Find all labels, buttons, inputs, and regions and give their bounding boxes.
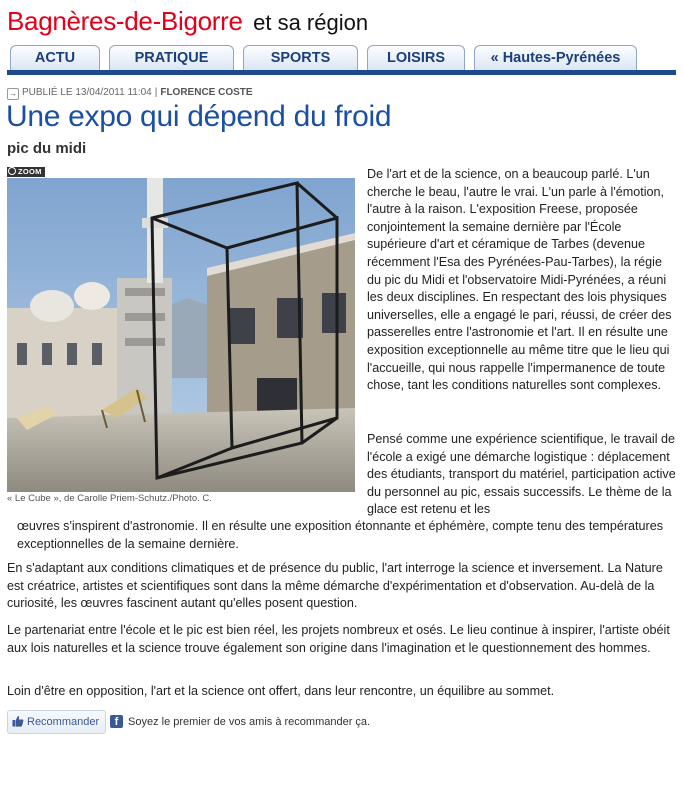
magnifier-icon: [8, 167, 16, 175]
masthead: [7, 6, 368, 40]
facebook-icon: f: [110, 715, 123, 728]
author-link[interactable]: FLORENCE COSTE: [160, 87, 253, 98]
main-nav: [7, 45, 676, 72]
tab-actu[interactable]: ACTU: [10, 45, 100, 70]
article-paragraph-5: Loin d'être en opposition, l'art et la science ont offert, dans leur rencontre, un équilibre au sommet.: [7, 684, 555, 698]
thumbs-up-icon: [12, 715, 24, 727]
recommend-button[interactable]: [7, 710, 106, 734]
article-meta: [7, 87, 253, 99]
tab-pratique[interactable]: PRATIQUE: [109, 45, 234, 70]
site-logo-city[interactable]: Bagnères-de-Bigorre: [7, 6, 243, 36]
nav-underline: [7, 70, 676, 75]
article-paragraph-2-continued: œuvres s'inspirent d'astronomie. Il en résulte une exposition étonnante et éphémère, compte tenu des températures exceptionnelles de la semaine dernière.: [17, 519, 664, 551]
article-title: Une expo qui dépend du froid: [6, 100, 392, 133]
facebook-social-text: Soyez le premier de vos amis à recommander ça.: [128, 716, 371, 728]
article-paragraph-4: Le partenariat entre l'école et le pic est bien réel, les projets nombreux et osés. Le lieu continue à inspirer, l'artiste obéit aux lois naturelles et la science trouve également son origine dans l'imagination et le questionnement des hommes.: [7, 623, 670, 655]
site-logo-region: et sa région: [253, 10, 369, 35]
publish-date: PUBLIÉ LE 13/04/2011 11:04: [22, 87, 152, 98]
article-paragraph-1: De l'art et de la science, on a beaucoup parlé. L'un cherche le beau, l'autre le vrai. L'un parle à l'émotion, l'autre à la raison. L'exposition Freese, proposée conjointement la semaine dernière par l'École supérieure d'art et céramique de Tarbes (devenue récemment l'Esa des Pyrénées-Pau-Tarbes), la régie du pic du Midi et l'observatoire Midi-Pyrénées, a réuni les deux disciplines. En respectant des lois physiques universelles, elle a engagé le pari, réussi, de créer des passerelles entre l'astronomie et l'art. Il en résulte une exposition exceptionnelle au même titre que le lieu qui l'accueille, qui nous rappelle l'impermanence de toute chose, tant les conditions naturelles sont complexes.: [367, 167, 672, 393]
arrow-right-icon: →: [9, 89, 17, 98]
article-photo[interactable]: [7, 178, 355, 492]
article-paragraph-2: Pensé comme une expérience scientifique, le travail de l'école a exigé une démarche logistique : déplacement des étudiants, transport du matériel, participation active du personnel au pic, essais successifs. Le thème de la glace est retenu et les: [367, 432, 676, 517]
photo-illustration: [7, 178, 355, 492]
article-subtitle: pic du midi: [7, 140, 87, 157]
recommend-label: Recommander: [27, 716, 100, 728]
article-paragraph-3: En s'adaptant aux conditions climatiques et de présence du public, l'art interroge la science et inversement. La Nature est créatrice, artistes et scientifiques sont dans la même démarche d'expérimentation et d'observation. Au-delà de la curiosité, les œuvres fascinent autant qu'elles posent question.: [7, 561, 663, 611]
meta-separator: |: [154, 87, 158, 98]
photo-caption: « Le Cube », de Carolle Priem-Schutz./Photo. C.: [7, 493, 212, 504]
tab-loisirs[interactable]: LOISIRS: [367, 45, 465, 70]
zoom-label: ZOOM: [18, 167, 42, 176]
zoom-button[interactable]: [7, 167, 45, 177]
tab-hautes-pyrenees[interactable]: « Hautes-Pyrénées: [474, 45, 637, 70]
tab-sports[interactable]: SPORTS: [243, 45, 358, 70]
